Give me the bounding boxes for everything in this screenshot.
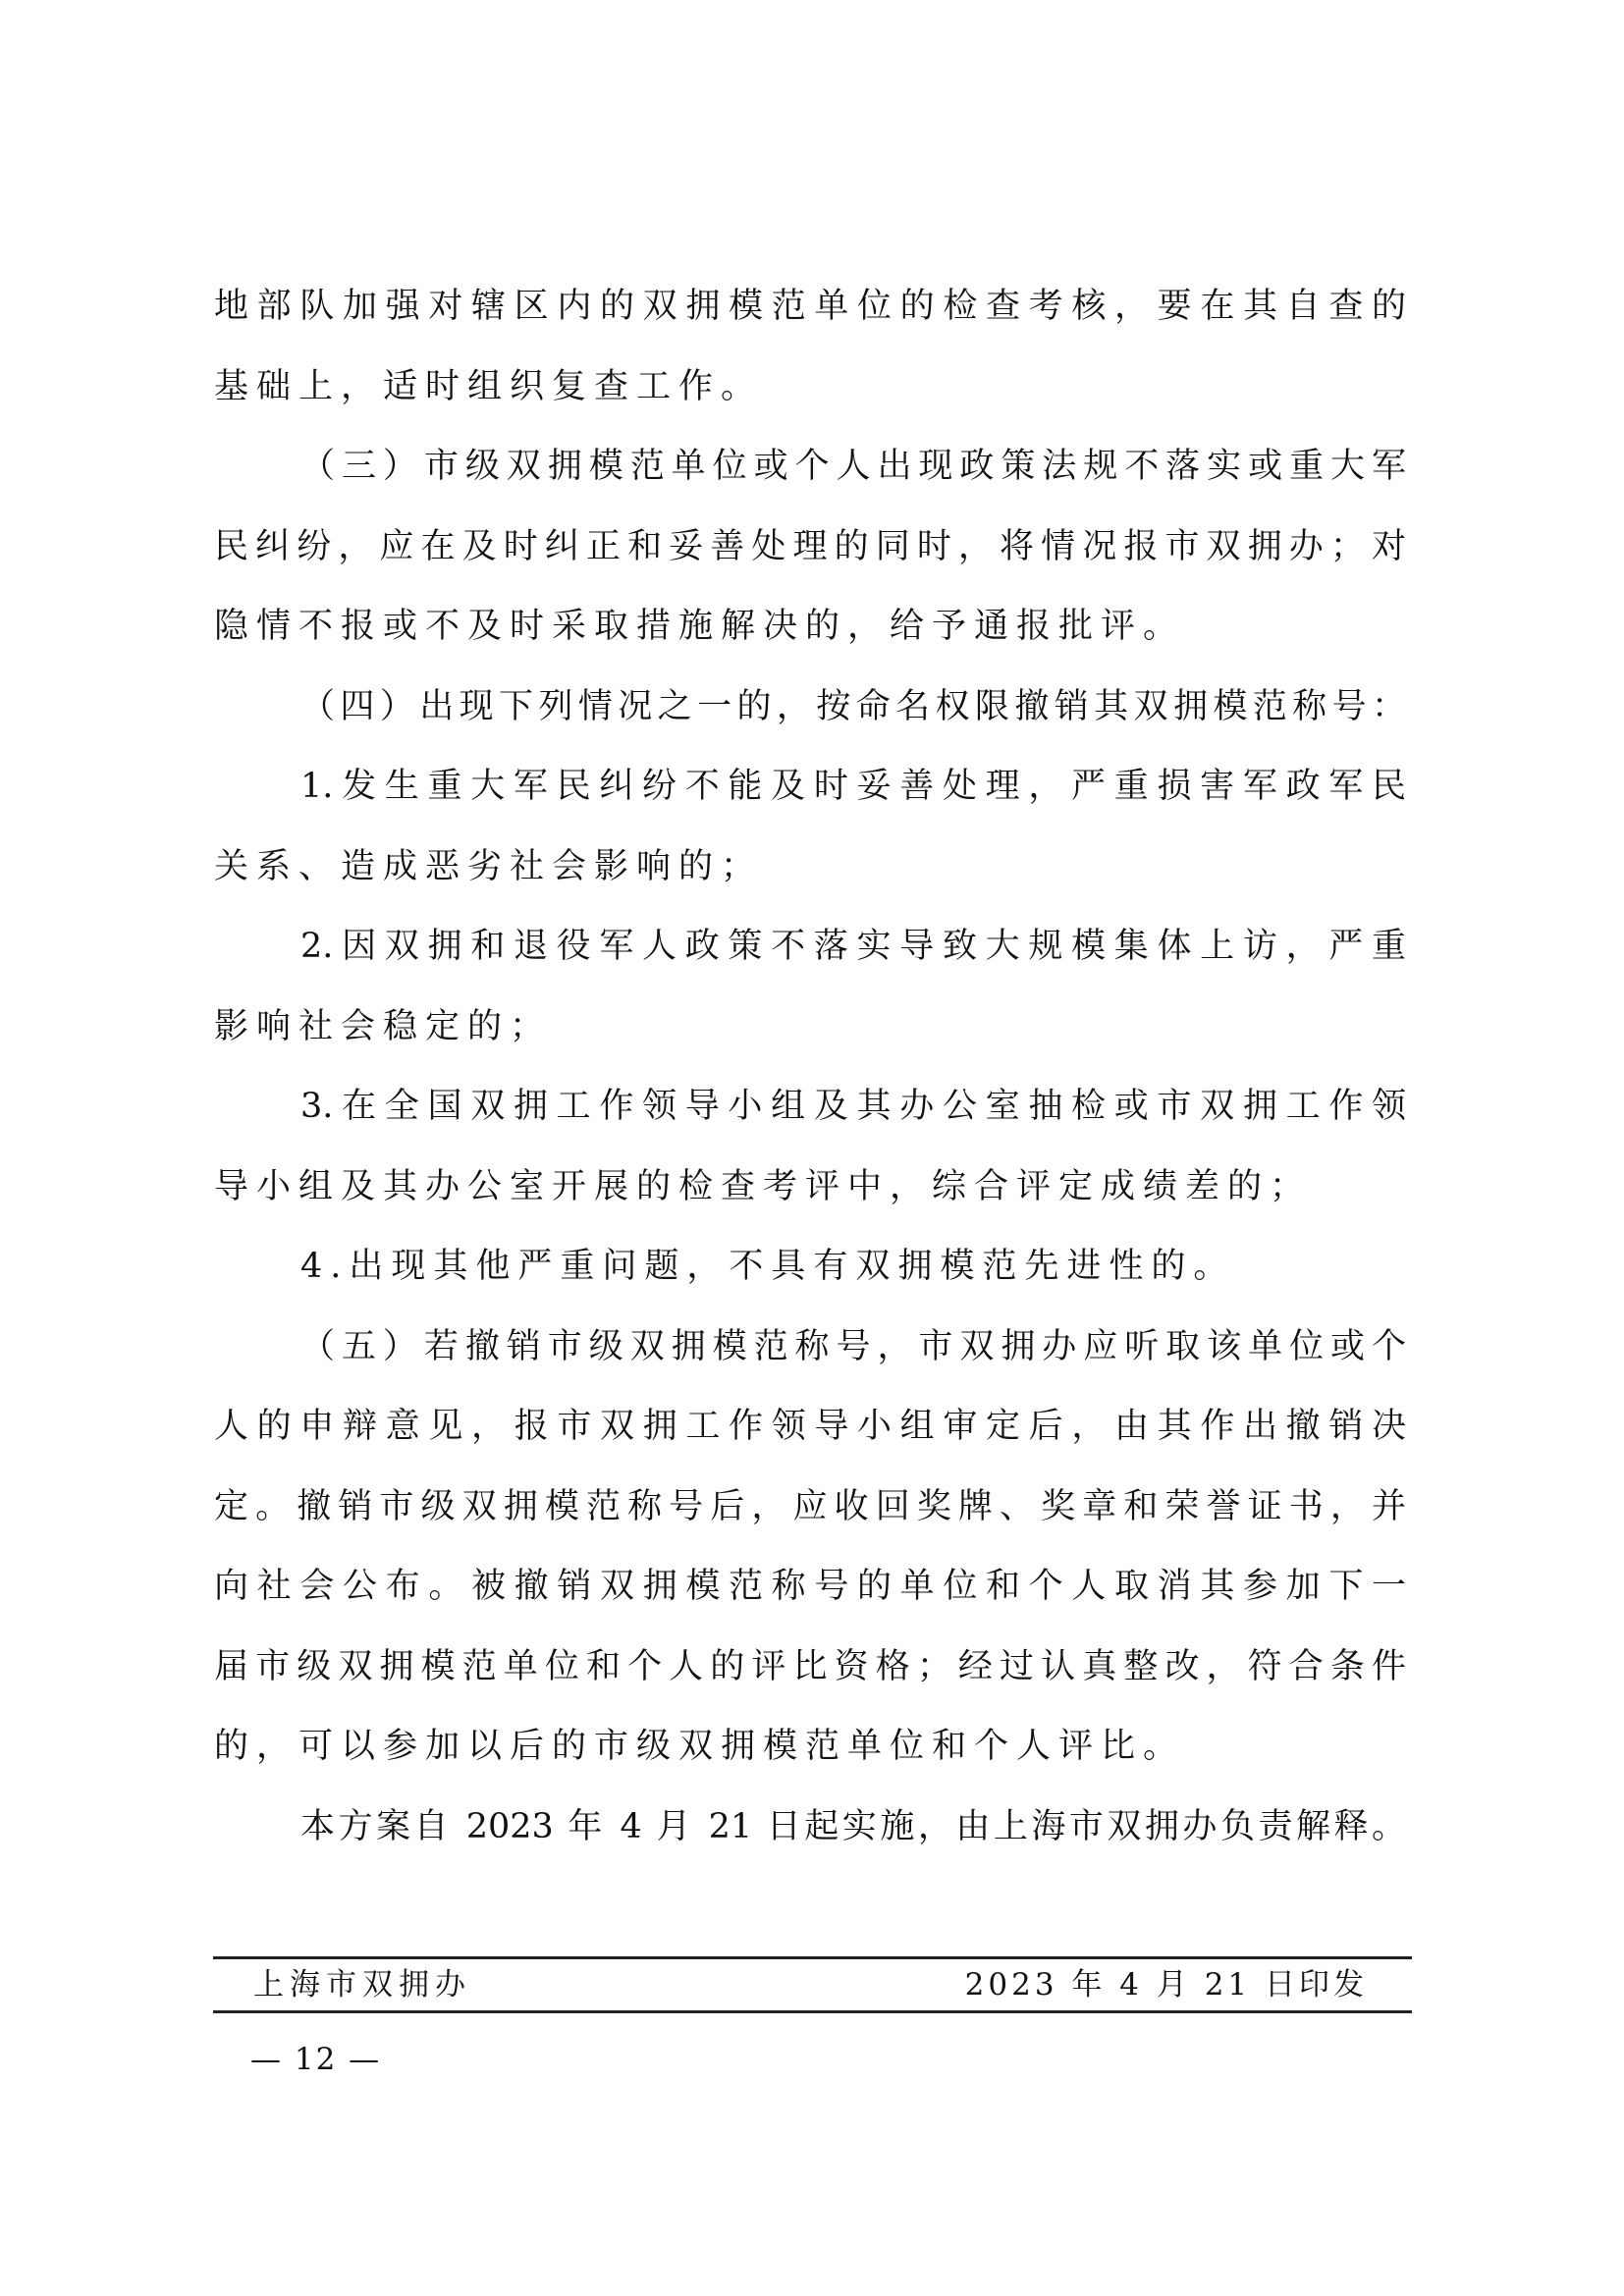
text-line: 隐情不报或不及时采取措施解决的，给予通报批评。	[214, 607, 1186, 646]
text-line: 人的申辩意见，报市双拥工作领导小组审定后，由其作出撤销决	[214, 1407, 1406, 1446]
text-line: 基础上，适时组织复查工作。	[214, 366, 764, 406]
text-line: 民纠纷，应在及时纠正和妥善处理的同时，将情况报市双拥办；对	[214, 526, 1406, 566]
text-line: 1.发生重大军民纠纷不能及时妥善处理，严重损害军政军民	[300, 767, 1406, 806]
text-line: 导小组及其办公室开展的检查考评中，综合评定成绩差的；	[214, 1166, 1313, 1206]
imprint-top-rule	[213, 1956, 1412, 1959]
text-line: （三）市级双拥模范单位或个人出现政策法规不落实或重大军	[300, 447, 1406, 486]
text-line: （四）出现下列情况之一的，按命名权限撤销其双拥模范称号：	[300, 686, 1406, 726]
text-line: 定。撤销市级双拥模范称号后，应收回奖牌、奖章和荣誉证书，并	[214, 1486, 1406, 1526]
text-line: 本方案自 2023 年 4 月 21 日起实施，由上海市双拥办负责解释。	[300, 1806, 1406, 1846]
text-line: 向社会公布。被撤销双拥模范称号的单位和个人取消其参加下一	[214, 1567, 1406, 1606]
text-line: （五）若撤销市级双拥模范称号，市双拥办应听取该单位或个	[300, 1326, 1406, 1366]
imprint-issuer: 上海市双拥办	[253, 1967, 471, 2002]
page-number: — 12 —	[250, 2042, 382, 2077]
text-line: 4.出现其他严重问题，不具有双拥模范先进性的。	[300, 1247, 1236, 1286]
text-line: 关系、造成恶劣社会影响的；	[214, 846, 764, 886]
imprint-date: 2023 年 4 月 21 日印发	[964, 1967, 1368, 2002]
text-line: 3.在全国双拥工作领导小组及其办公室抽检或市双拥工作领	[300, 1087, 1406, 1126]
text-line: 地部队加强对辖区内的双拥模范单位的检查考核，要在其自查的	[214, 287, 1406, 326]
text-line: 影响社会稳定的；	[214, 1006, 553, 1046]
imprint-bottom-rule	[213, 2010, 1412, 2013]
text-line: 的，可以参加以后的市级双拥模范单位和个人评比。	[214, 1727, 1186, 1766]
text-line: 2.因双拥和退役军人政策不落实导致大规模集体上访，严重	[300, 927, 1406, 966]
body-text	[214, 267, 1406, 1867]
text-line: 届市级双拥模范单位和个人的评比资格；经过认真整改，符合条件	[214, 1646, 1406, 1686]
